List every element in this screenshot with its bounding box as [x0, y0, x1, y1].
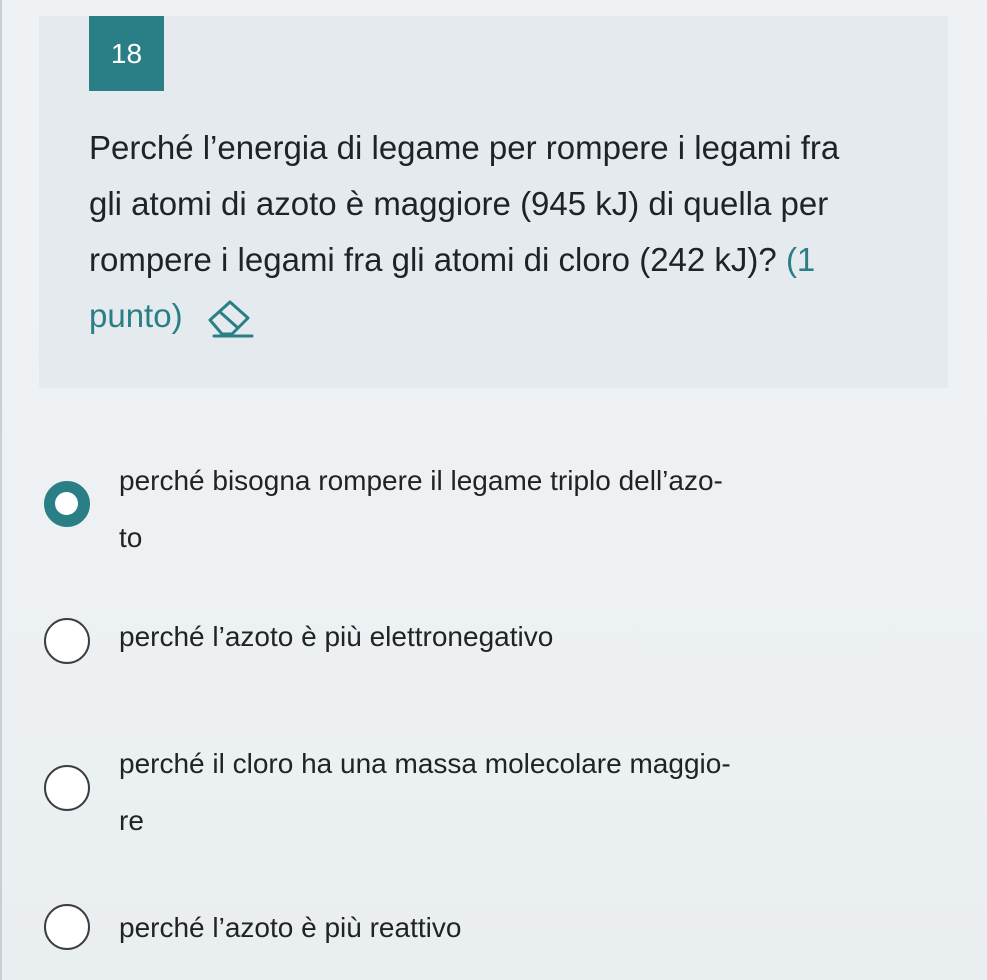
radio-button-selected[interactable] — [44, 481, 90, 527]
answer-option-label: perché bisogna rompere il legame triplo dell’azo- to — [119, 465, 723, 553]
answer-option-1[interactable] — [44, 452, 944, 562]
question-text-block — [89, 120, 879, 344]
radio-button[interactable] — [44, 618, 90, 664]
left-border — [0, 0, 2, 980]
eraser-icon[interactable] — [202, 298, 258, 338]
question-points: (1 punto) — [89, 241, 816, 334]
answer-option-4[interactable] — [44, 899, 944, 959]
radio-button[interactable] — [44, 904, 90, 950]
radio-button[interactable] — [44, 765, 90, 811]
answer-option-label: perché l’azoto è più elettronegativo — [119, 621, 554, 652]
question-number-badge: 18 — [89, 16, 164, 91]
answer-option-label: perché il cloro ha una massa molecolare maggio- re — [119, 748, 731, 836]
answer-option-3[interactable] — [44, 735, 944, 845]
question-text: Perché l’energia di legame per rompere i legami fra gli atomi di azoto è maggiore (945 kJ) di quella per rompere i legami fra gli atomi di cloro (242 kJ)? — [89, 129, 840, 278]
answer-option-2[interactable] — [44, 608, 944, 668]
answer-option-label: perché l’azoto è più reattivo — [119, 912, 462, 943]
